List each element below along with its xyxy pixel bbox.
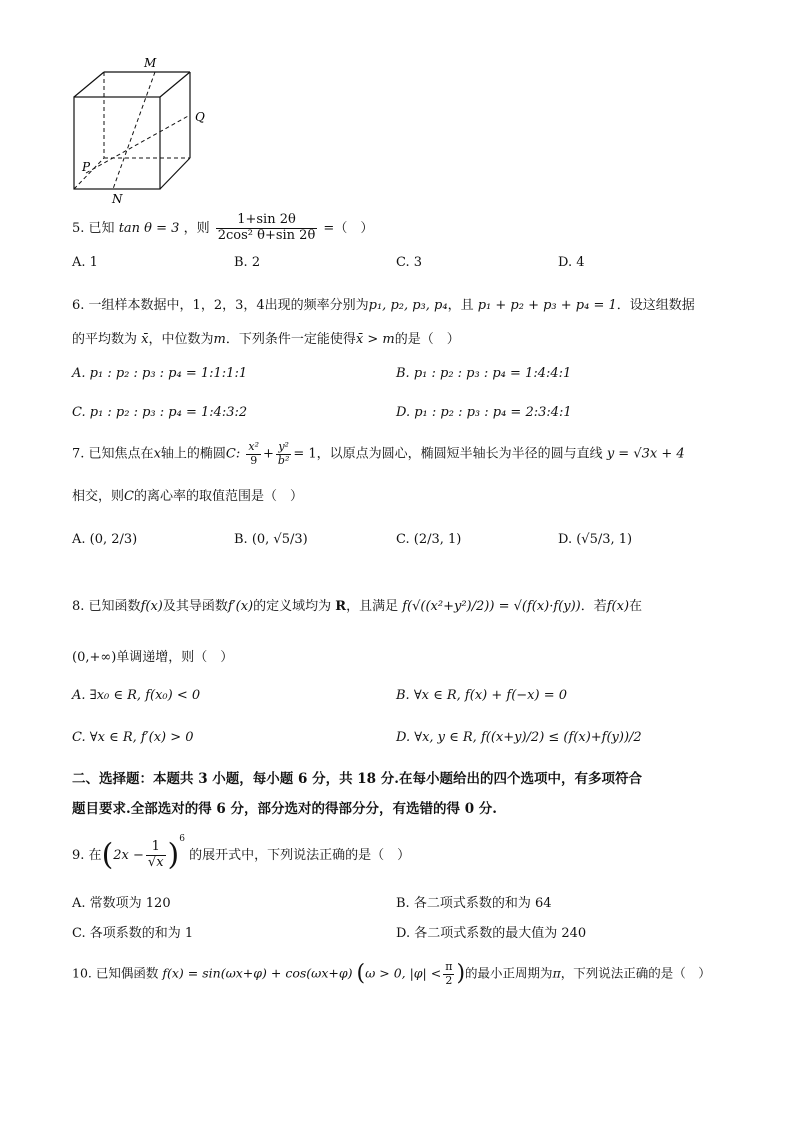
q6-option-c[interactable]: C. p₁ : p₂ : p₃ : p₄ = 1:4:3:2 [72,405,248,420]
q6-cond-post: ．设这组数据 [616,298,695,313]
question-8-line-1 [72,595,642,614]
q6-cond: p₁ + p₂ + p₃ + p₄ = 1 [477,298,617,313]
q10-rparen: ) [456,961,466,987]
q8-option-a[interactable]: A. ∃x₀ ∈ R, f(x₀) < 0 [72,688,201,703]
q9-frac-den: √x [147,855,164,870]
q8-fx: f(x) [140,599,163,614]
q8-line2a: (0,+∞) [72,650,117,665]
q10-pi-frac [443,961,454,987]
q9-rparen: ) [167,837,180,873]
segment-pq [86,115,190,173]
q8-r: R [335,599,347,614]
q9-expr-frac [146,840,166,871]
q9-power: 6 [179,834,185,844]
q5-fraction [216,213,318,244]
q10-pi-den: 2 [445,973,453,987]
section-2-heading-line-1: 二、选择题：本题共 3 小题，每小题 6 分，共 18 分.在每小题给出的四个选项中，有多项符合 [72,771,642,787]
q6-option-b[interactable]: B. p₁ : p₂ : p₃ : p₄ = 1:4:4:1 [396,366,572,381]
q7-line1a: 已知焦点在 [88,446,154,462]
q9-option-b[interactable]: B. 各二项式系数的和为 64 [396,896,552,911]
cube-figure [60,55,230,210]
q8-line1d: ，且满足 [346,599,399,614]
q5-frac-num: 1+sin 2θ [216,213,318,229]
cube-edge-br [160,158,190,189]
q10-number: 10. [72,965,92,981]
q8-line1a: 已知函数 [88,599,141,614]
q7-f2-num: y² [276,441,291,455]
q9-frac-num: 1 [146,840,166,856]
section-2-heading-line-2: 题目要求.全部选对的得 6 分，部分选对的得部分分，有选错的得 0 分. [72,801,497,817]
q7-line1b: 轴上的椭圆 [160,446,226,462]
q8-cond-left: f(√((x²+y²)/2)) [402,599,495,614]
q9-post: 的展开式中，下列说法正确的是（ ） [189,848,411,863]
q9-lparen: ( [101,837,114,873]
q8-fpx: f′(x) [227,599,254,614]
q8-number: 8. [72,599,85,614]
q6-line2a: 的平均数为 [72,332,138,347]
q9-option-d[interactable]: D. 各二项式系数的最大值为 240 [396,926,587,941]
q9-option-a[interactable]: A. 常数项为 120 [72,896,171,911]
q6-line2c: ．下列条件一定能使得 [225,332,356,347]
q8-line1e: ．若 [580,599,607,614]
q10-cond: ω > 0, |φ| < [365,965,442,981]
q5-number: 5. [72,220,85,236]
q6-m: m [213,332,226,347]
q5-option-b[interactable]: B. 2 [234,255,261,270]
q7-plus: + [263,446,274,462]
q7-line2b: 的离心率的取值范围是（ ） [133,489,303,504]
q10-post2: ，下列说法正确的是（ ） [560,965,711,981]
q7-f2-den: b² [277,453,290,467]
q6-xbar: x̄ [141,332,149,347]
question-8-line-2 [72,646,233,665]
q7-line2: 相交，则 [72,489,125,504]
q7-number: 7. [72,446,85,462]
q5-option-d[interactable]: D. 4 [558,255,585,270]
q5-given: tan θ = 3 [118,220,180,236]
q10-pi-num: π [445,960,453,973]
question-7-line-1 [72,441,685,467]
label-q: Q [195,110,205,124]
question-6-line-1 [72,294,695,313]
q9-expr-a: 2x − [113,848,144,863]
q7-option-b[interactable]: B. (0, √5/3) [234,532,308,547]
q6-number: 6. [72,298,85,313]
q10-pre: 已知偶函数 [95,965,159,981]
label-p: P [82,160,91,174]
q8-option-c[interactable]: C. ∀x ∈ R, f′(x) > 0 [72,730,194,745]
label-n: N [112,192,123,206]
q9-pre: 在 [88,848,102,863]
q8-cond-right: = √(f(x)·f(y)) [498,599,581,614]
q5-option-c[interactable]: C. 3 [396,255,423,270]
q7-frac-2 [276,441,291,467]
cube-edge-tl [74,72,104,97]
q5-post: =（ ） [323,220,374,236]
segment-mn [113,72,155,189]
q7-line-eq: y = √3x + 4 [606,446,685,462]
q6-line1: 一组样本数据中，1，2，3，4出现的频率分别为 [88,298,369,313]
q7-eq1: = 1 [293,446,317,462]
q8-line1b: 及其导函数 [162,599,228,614]
q10-lparen: ( [356,961,366,987]
q6-line2d: 的是（ ） [394,332,460,347]
q9-option-c[interactable]: C. 各项系数的和为 1 [72,926,194,941]
q7-frac-1 [246,441,261,467]
q8-option-b[interactable]: B. ∀x ∈ R, f(x) + f(−x) = 0 [396,688,567,703]
q6-ineq: x̄ > m [355,332,395,347]
q6-option-d[interactable]: D. p₁ : p₂ : p₃ : p₄ = 2:3:4:1 [396,405,572,420]
q7-option-a[interactable]: A. (0, 2/3) [72,532,138,547]
cube-edge-tr [160,72,190,97]
q9-number: 9. [72,848,85,863]
q10-pi: π [552,965,561,981]
q7-c2: C [124,489,134,504]
q7-f1-num: x² [248,440,260,453]
q5-pre: 已知 [88,220,115,236]
q6-cond-pre: ，且 [447,298,474,313]
q6-option-a[interactable]: A. p₁ : p₂ : p₃ : p₄ = 1:1:1:1 [72,366,248,381]
question-9 [72,834,410,871]
q7-f1-den: 9 [250,453,258,467]
question-7-line-2 [72,485,303,504]
q6-line2b: ，中位数为 [148,332,214,347]
question-6-line-2 [72,328,460,347]
cube-front-face [74,97,160,189]
q5-mid: ，则 [183,220,210,236]
question-10 [72,961,711,987]
label-m: M [144,56,157,70]
q7-c: C: [225,446,241,462]
q8-line2b: 单调递增，则（ ） [116,650,234,665]
q7-line1c: ，以原点为圆心，椭圆短半轴长为半径的圆与直线 [316,446,603,462]
q7-option-c[interactable]: C. (2/3, 1) [396,532,462,547]
q7-x: x [153,446,161,462]
q7-option-d[interactable]: D. (√5/3, 1) [558,532,633,547]
q8-fx2: f(x) [606,599,630,614]
q8-line1c: 的定义域均为 [253,599,332,614]
q5-option-a[interactable]: A. 1 [72,255,98,270]
q8-line1f: 在 [629,599,643,614]
q6-freqs: p₁, p₂, p₃, p₄ [368,298,448,313]
q8-option-d[interactable]: D. ∀x, y ∈ R, f((x+y)/2) ≤ (f(x)+f(y))/2 [396,730,642,745]
q10-post: 的最小正周期为 [465,965,553,981]
q5-frac-den: 2cos² θ+sin 2θ [217,227,316,243]
q10-func: f(x) = sin(ωx+φ) + cos(ωx+φ) [162,965,353,981]
question-5 [72,213,373,244]
